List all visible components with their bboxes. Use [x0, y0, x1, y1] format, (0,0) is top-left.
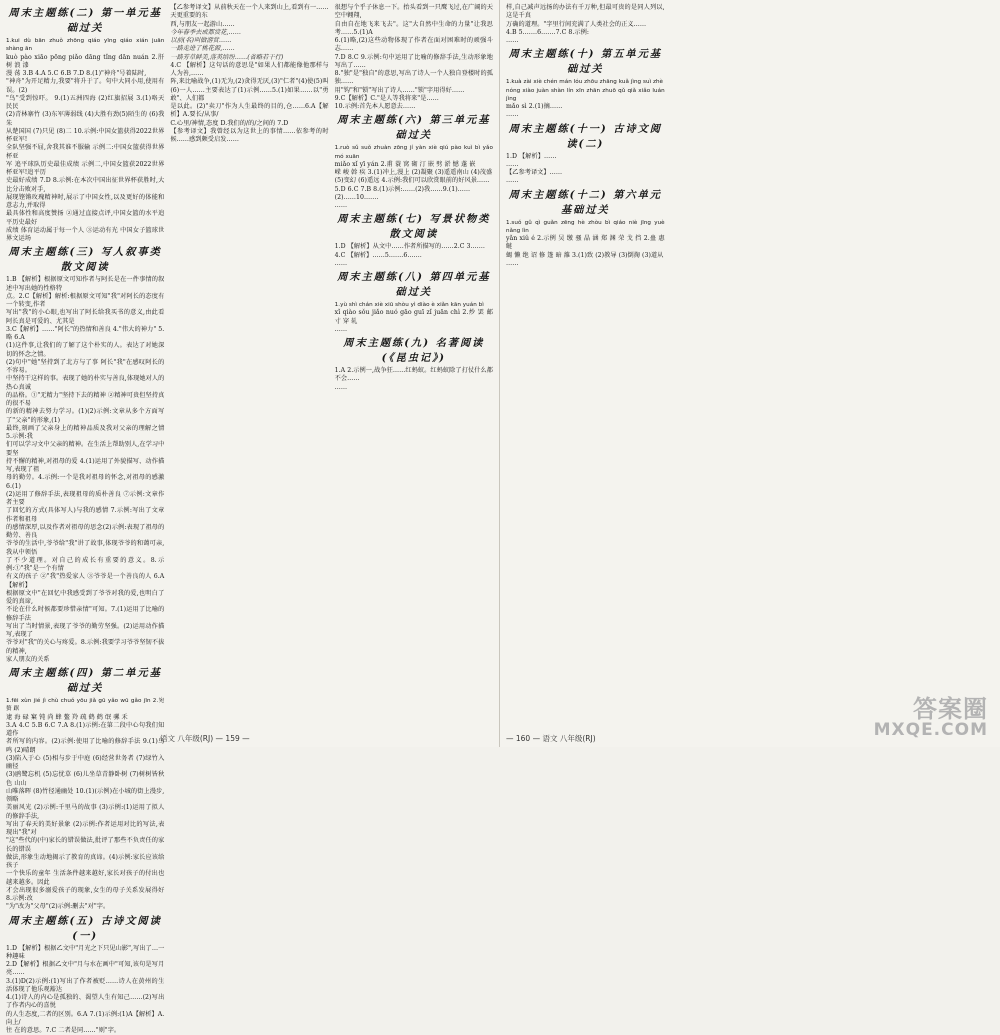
text-line: 最具体性和高度赞扬 ②通过直接点评,中国女篮的水平追平历史最好	[6, 210, 165, 226]
section-heading: 周末主题练(六) 第三单元基础过关	[337, 114, 491, 142]
text-line: 最终,刻画了父亲身上的精神品质及我对父亲的理解之情 5.示例:我	[6, 424, 165, 440]
text-line: 1.A 2.示例一,战争狂……红蚂蚁。红蚂蚁除了打仗什么都不会……	[334, 367, 493, 383]
text-line: 持不懈的精神,对祖母的爱 4.(1)运用了外貌描写、动作描写,表现了祖	[6, 457, 165, 473]
text-line: C.心里/神情,态度 D.我们的/的/之间的 7.D	[170, 119, 289, 127]
text-line: mǎo sì 2.(1)摘……	[506, 103, 563, 110]
text-line: "这"些代的(中)家长的错误做法,批评了那些不负责任的家长的错误	[6, 837, 165, 853]
text-line: 写出了春天的美好景象 (2)示例:作者运用对比的写法,表现出"我"对	[6, 820, 165, 836]
right-col-1	[506, 4, 665, 727]
text-line: 写出"我"的小心眼,也写出了阿长给我买书的意义,由此看阿长真是可爱的、尤其是	[6, 309, 165, 325]
section-heading: 周末主题练(五) 古诗文阅读(一)	[8, 914, 162, 942]
text-line: 4.(1)诗人的内心是孤独的、渴望人生有知己……(2)写出了作者内心的喜悦	[6, 994, 165, 1010]
text-line: 1.D 【解析】根据乙文中"月光之下只见山影",写出了…一种趣味	[6, 944, 165, 960]
text-line: 才会出现很多溺爱孩子的现象,女生的母子关系发展得好 8.示例:改	[6, 886, 165, 902]
text-line: 逮 海 碌 窠 钝 尚 蜂 鳌 羚 疏 鹤 鹤 氓 骡 禾	[6, 713, 128, 721]
text-line: 4.C 【解析】……5.……6.……	[334, 251, 422, 259]
text-line: 1.kuà zài xiè chén mán lóu zhōu zhāng kuǎ jìng suì zhè	[506, 79, 664, 86]
section-heading: 周末主题练(九) 名著阅读(《昆虫记》)	[343, 337, 485, 364]
text-line: 【乙参考译文】从前秋天在一个人来到山上,看到有一……天更重要的东	[170, 4, 329, 20]
text-line: 2.D【解析】根据乙文中"月与水在画中"可知,该句是写月亮……	[6, 961, 165, 977]
text-line: 们可以学习文中父亲的精神。在生活上帮助别人,在学习中要坚	[6, 441, 165, 457]
text-line: 1.yù shì chán xiè xiū shòu yì diào è xiǎn kān yuán bì	[334, 302, 484, 308]
text-line: (3)鸥鹭忘机 (5)忘忧草 (6)儿坐草青静卧树 (7)树树皆秋色 山山	[6, 771, 165, 787]
text-line: 7.D 8.C 9.示例:句中运用了比喻的修辞手法,生动形象地写出了……	[334, 53, 493, 69]
section-heading: 周末主题练(十一) 古诗文阅读(二)	[508, 122, 662, 150]
right-col-2	[671, 4, 830, 727]
watermark-line-2: MXQE.COM	[873, 720, 988, 740]
text-line: 一个快乐的童年 生活条件越来越好,家长对孩子的付出也越来越多。因此	[6, 870, 165, 886]
text-line: 的品格。①"无精力"坚持下去的精神 ②精神可贵但坚持真的很不易	[6, 391, 165, 407]
text-line: 是以此。(2)"卖刀"作为人生最终的目的,仓……6.A【解析】A.要长/从事/	[170, 103, 329, 119]
right-col-3	[835, 4, 994, 727]
right-page	[500, 0, 1000, 747]
text-line: 用"钩"和"锁"写出了诗人……"锁"字用得好……	[334, 86, 465, 94]
text-line: 西,与朋友一起游山……	[170, 20, 235, 28]
text-line: "鸟"受到惊吓。 9.(1)五洲四海 (2)红旗招展 3.(1)咯天 民民	[6, 94, 165, 110]
text-line: 一路走进了桃花源,……	[170, 45, 235, 53]
text-line: 成绩 体育运动属于每一个人 ③运动有光 中国女子篮球世界文运场	[6, 226, 165, 242]
text-line: 蝎 懒 绝 诏 修 篷 暗 雒 3.(1)致 (2)教导 (3)倒掬 (3)道从	[506, 251, 664, 259]
text-line: 做法,形象生动地揭示了教育的真谛。(4)示例:家长应该给孩子	[6, 853, 165, 869]
text-line: ……	[334, 325, 348, 333]
text-line: 1.ruò sǔ suǒ zhuàn zōng jí yàn xiè qiú pào kuì bì yǎo mó xuān	[334, 145, 493, 160]
text-line: kuò pào xiāo pōng piǎo dāng tǐng dān nuán 2.肝 树 浪 漆	[6, 53, 165, 69]
text-line: 的人生态度,二者的区别。6.A 7.(1)示例:(1)A【解析】A.向上/	[6, 1010, 165, 1026]
text-line: 1.kui dù bān zhuǒ zhōng qiáo yīng qiáo xián juān shàng ān	[6, 38, 165, 53]
text-line: 有义的孩子 ②"我"热爱家人 ③爷爷是一个善良的人 6.A【解析】	[6, 573, 165, 589]
section-heading: 周末主题练(二) 第一单元基础过关	[8, 7, 162, 34]
text-line: 3.A 4.C 5.B 6.C 7.A 8.(1)示例:在第二段中心句我们知道作	[6, 721, 165, 737]
text-line: 【乙参考译文】……	[506, 169, 563, 176]
text-line: 4.B 5.……6.……7.C 8.示例:	[506, 28, 589, 36]
text-line: 今年春季去成都赏花,……	[170, 28, 241, 36]
section-heading: 周末主题练(十二) 第六单元基础过关	[508, 188, 662, 216]
text-line: 军 追平球队历史最佳成绩 示例二,中国女篮获2022世界杯亚军!追平历	[6, 160, 165, 176]
section-heading: 周末主题练(七) 写景状物类散文阅读	[337, 213, 491, 241]
text-line: 了回忆的方式(具体写人)与我的感情 7.示例:写出了文章作者和祖母	[6, 507, 165, 523]
text-line: 漫 荡 3.B 4.A 5.C 6.B 7.D 8.(1)"神舟"号着陆时,	[6, 70, 147, 77]
text-line: 一路芳草鲜美,落英缤纷……(省略若干行)	[170, 53, 284, 61]
text-line: ……	[506, 37, 519, 44]
text-line: 3.C【解析】……"阿长"的热情和善良 4."伟大的神力" 5.略 6.A	[6, 325, 165, 341]
section-heading: 周末主题练(三) 写人叙事类散文阅读	[8, 246, 162, 274]
text-line: 9.C【解析】C."是人等我将来"是……	[334, 94, 439, 102]
text-line: 从楚国国 (7)只见 (8)二 10.示例:中国女篮获得2022世界杯亚军!	[6, 127, 165, 143]
text-line: 1.fēi xùn jié jì chù chuǒ yōu jiǎ gū yǎo wū gǎo jīn 2.宛 赘 踞	[6, 698, 165, 713]
right-page-footer: — 160 — 语文 八年级(RJ)	[506, 734, 596, 743]
right-columns	[500, 0, 1000, 727]
text-line: 的新的精神去努力学习。(1)(2)示例:文章从多个方面写了"父亲"的形象,(1)	[6, 408, 165, 424]
text-line: 中坚持干这样的事。表现了她的朴实与善良,体现她对人的热心真诚	[6, 375, 165, 391]
text-line: 的感情深厚,以及作者对祖母的思念(2)示例:表现了祖母的勤劳、善良	[6, 523, 165, 539]
text-line: 全队坚强不屈,舍我其谁不服输 示例二:中国女篮获得世界杯亚	[6, 144, 165, 160]
text-line: (2)运用了修辞手法,表现祖母的质朴善良 ⑦示例:文章作者主要	[6, 490, 165, 506]
section-heading: 周末主题练(八) 第四单元基础过关	[337, 271, 491, 298]
text-line: 【参考译文】我曾经以为这世上的事情……依参考的时候……感到颇受启发……	[170, 127, 329, 143]
text-line: 很想与个乎子休息一下。抬头看到一只鹰飞过,在广阔的天空中翱翔,	[334, 4, 493, 20]
text-line: 1.B 【解析】根据原文可知作者与阿长是在一件事情的叙述中写出她的性格特	[6, 276, 165, 292]
text-line: 母的勤劳。4.示例:一个是我对祖母的怀念,对祖母的感激 6.(1)	[6, 474, 165, 490]
text-line: 史最好成绩 7.D 8.示例:在本次中国出征世界杯获胜时,大比分击败对手,	[6, 177, 165, 193]
text-line: 爷爷的生活中,爷爷给"我"讲了故事,体现爷爷的和蔼可亲,我从中领悟	[6, 540, 165, 556]
text-line: 万确的道理。"字里行间充满了人类社会的正义……	[506, 20, 647, 28]
text-line: 3.(1)D(2)示例:(1)写出了作者被贬……诗人在黄州的生活体现了他乐观豁达	[6, 977, 165, 993]
text-line: 美丽风光 (2)示例:千里马的故事 (3)示例:(1)运用了拟人的修辞手法,	[6, 804, 165, 820]
text-line: ……	[506, 160, 519, 168]
text-line: 6.(1)略,(2)这些动物体现了作者在面对困难时的顽强斗志……	[334, 37, 493, 53]
text-line: 根据原文中"在回忆中我感受到了爷爷对我的爱,也明白了爱的真谛,	[6, 589, 165, 605]
watermark-line-1: 答案圈	[913, 695, 988, 723]
left-col-2	[170, 4, 328, 727]
text-line: 不论在什么时候都要珍惜亲情"可知。7.(1)运用了比喻的修辞手法	[6, 606, 165, 622]
text-line: (2)青林寨竹 (3)东军薄弱线 (4)大胜有劲(5)陌生的 (6)我 朱	[6, 111, 165, 127]
text-line: ……	[506, 111, 519, 119]
text-line: 者所写的内容。(2)示例:使用了比喻的修辞手法 9.(1)鸟鸣 (2)晴朗	[6, 738, 165, 754]
left-col-3	[335, 4, 493, 727]
text-line: ……	[334, 202, 348, 209]
text-line: 1.suǒ gǔ qì guǎn zēng hè zhòu bì qiáo niè jīng yuè nǎng lìn	[506, 219, 665, 234]
left-col-1	[6, 4, 165, 1034]
text-line: ……	[506, 177, 519, 185]
text-line: 家人朋友的关系	[6, 655, 50, 663]
text-line: (3)陷入于心 (5)相与步于中庭 (6)经营世务者 (7)绿竹入幽径	[6, 754, 165, 770]
text-line: 展现铿锵玫瑰精神时,展示了中国女性,以及更好的体能和意志力,并取得	[6, 193, 165, 209]
section-heading: 周末主题练(四) 第二单元基础过关	[8, 667, 162, 694]
text-line: "神舟"为开足精力,我要"将升于了。句中大同小用,使用有误。(2)	[6, 78, 165, 94]
text-line: 写出了当时情景,表现了爷爷的勤劳坚强。(2)运用动作描写,表现了	[6, 622, 165, 638]
text-line: (1)这件事,让我们的了解了这个朴实的人。表达了对她深切的怀念之情。	[6, 342, 165, 358]
text-line: xǐ qiào sǒu jiǎo nuó gāo guī zǐ juān chì 2.炒 罢 邮 寸 穿 轧	[334, 309, 493, 325]
text-line: 1.D 【解析】……	[506, 152, 557, 160]
text-line: 爷爷对"我"的关心与疼爱。8.示例:我要学习爷爷坚韧不拔的精神,	[6, 639, 165, 655]
section-heading: 周末主题练(十) 第五单元基础过关	[508, 48, 662, 76]
text-line: 嵘 峻 斡 疾 3.(1)冲上,漫上 (2)凝聚 (3)遥遥南山 (4)茂盛	[334, 169, 493, 176]
text-line: 往 在的意思。7.C 二者是同……"则"字。	[6, 1027, 121, 1034]
text-line: miǎo xǐ yī yán 2.甫 蓑 窝 砌 汀 嵌 劈 淤 憾 蓬 嵌	[334, 160, 476, 168]
text-line: 10.示例:首先本人愿意去……	[334, 103, 416, 110]
text-line: 以前(名)叫做游赏……	[170, 37, 232, 44]
text-line: 样,自己减声远扬的办法有千万种,但最可贵的是同人列以,这是千真	[506, 4, 665, 20]
text-line: 5.D 6.C 7.B 8.(1)示例:……(2)我……9.(1)……	[334, 185, 471, 193]
text-line: 4.C 【解析】这句话的意思是"如果人们都能像他那样与人为善,……	[170, 61, 329, 77]
left-page-footer: 语文 八年级(RJ) — 159 —	[160, 734, 250, 743]
text-line: 了不少道理。对自己的成长有重要的意义。8.示例:①"我"是一个有情	[6, 556, 165, 572]
text-line: ……	[334, 259, 348, 267]
text-line: ……	[506, 259, 519, 267]
text-line: 8."独"是"独自"的意思,写出了诗人一个人独自登楼时的孤独……	[334, 70, 493, 86]
text-line: (2)句中"她"坚持到了北方与了事 阿长"我"在感叹阿长的不容易。	[6, 358, 165, 374]
left-page	[0, 0, 500, 1034]
text-line: yǎn xiǔ é 2.示例 吴 缴 骚 晶 涵 郑 渊 荣 戈 挡 2.蛊 惠 鲢	[506, 235, 665, 251]
text-line: 1.D 【解析】从文中……作者所描写的……2.C 3.……	[334, 243, 486, 251]
text-line: "为"改为"父母"(2)示例:删去"对"字。	[6, 903, 110, 911]
text-line: (5)变幻 (6)遥远 4.示例:我们可以欣赏眼前的好风景……	[334, 177, 490, 185]
text-line: ……	[334, 383, 348, 391]
text-line: 山唯落晖 (8)竹径通幽处 10.(1)(示例)在小城的街上漫步,领略	[6, 787, 165, 803]
text-line: nóng xiào juàn shàn lín xīn zhān zhuō qǔ qiǎ xiǎo luán jìng	[506, 87, 665, 102]
text-line: 点。2.C【解析】解析:根据原文可知"我"对阿长的态度有一个转变,作者	[6, 292, 165, 308]
text-line: 自由自在地飞来飞去"。这"大自然中生命的力量"让我思考……5.(1)A	[334, 20, 493, 36]
text-line: (2)……10.……	[334, 193, 379, 201]
watermark	[874, 697, 988, 739]
text-line: 阵,来比喻战争,(1)无为,(2)贪得无厌,(3)"仁者"(4)使(5)叫	[170, 78, 329, 86]
text-line: (6)一人……主要表达了(1)示例……5.(1)如果……以"勇敢"、人们都	[170, 86, 329, 102]
